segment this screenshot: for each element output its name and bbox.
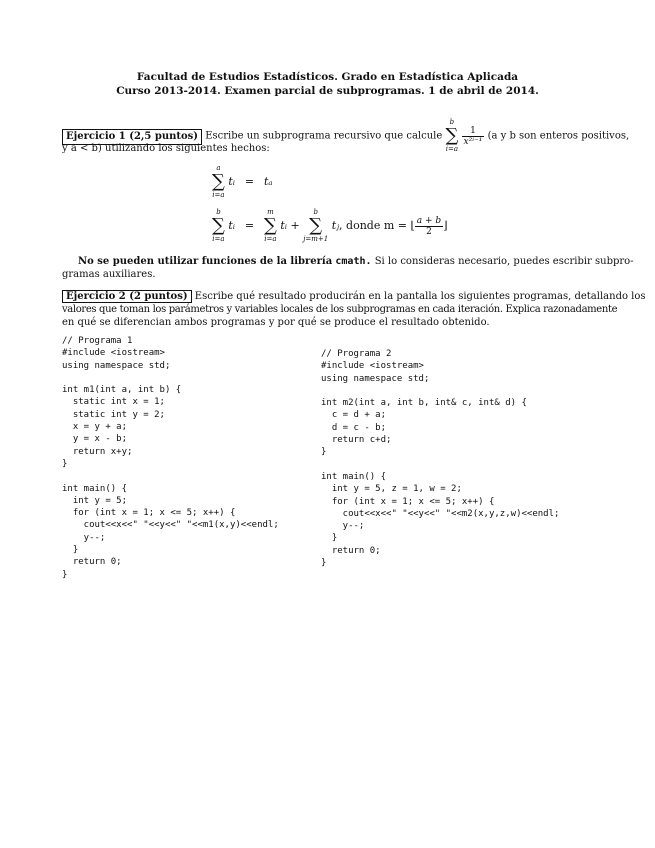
note-rest-2: gramas auxiliares. (62, 269, 156, 280)
exercise-2-line-1: Escribe qué resultado producirán en la pantalla los siguientes programas, detallando los (194, 291, 646, 302)
fraction-denominator: x²ⁱ⁻¹ (463, 136, 483, 147)
sum-symbol (445, 118, 458, 154)
fact-2-plus: + (290, 219, 300, 232)
floor-close: ⌋ (443, 219, 448, 232)
note-bold: No se pueden utilizar funciones de la librería (78, 256, 333, 267)
fact-2 (212, 208, 447, 244)
sigma-icon: ∑ (264, 215, 277, 236)
fact-1-result: tₐ (264, 175, 273, 188)
exercise-2-statement (62, 290, 646, 303)
fact-2-term-mid: tᵢ (280, 219, 287, 232)
fact-1-upper: a (216, 164, 221, 172)
fact-2-term-left: tᵢ (228, 219, 235, 232)
sigma-icon: ∑ (212, 171, 225, 192)
exercise-1-note (78, 256, 634, 267)
exercise-2-title: Ejercicio 2 (2 puntos) (62, 290, 192, 303)
exercise-2-line-3: en qué se diferencian ambos programas y por qué se produce el resultado obtenido. (62, 317, 490, 328)
fact-2-mid-upper: m (267, 208, 274, 216)
note-rest-1: Si lo consideras necesario, puedes escribir subpro- (374, 256, 634, 267)
exercise-2-line-2: valores que toman los parámetros y variables locales de los subprogramas en cada iteración. Explica razonadamente (62, 304, 618, 315)
fact-1-equals: = (244, 175, 255, 188)
m-fraction-denominator: 2 (426, 226, 432, 237)
header-line-1: Facultad de Estudios Estadísticos. Grado en Estadística Aplicada (136, 71, 519, 83)
header-line-2: Curso 2013-2014. Examen parcial de subprogramas. 1 de abril de 2014. (116, 85, 539, 97)
program-1-code: // Programa 1 #include <iostream> using namespace std; int m1(int a, int b) { static int x = 1; static int y = 2; x = y + a; y = x - b; return x+y; } int main() { int y = 5; for (int x = 1; x <= 5; x++) { cout<<x<<" "<<y<<" "<<m1(x,y)<<endl; y--; } return 0; } (62, 336, 279, 580)
fact-1-lower: i=a (212, 191, 225, 199)
fact-2-term-right: tⱼ (331, 219, 340, 232)
fact-2-equals: = (244, 219, 255, 232)
exercise-1-text-a: Escribe un subprograma recursivo que calcule (205, 130, 443, 142)
exercise-1-text-b: (a y b son enteros positivos, (487, 130, 630, 142)
fact-1-sum (212, 164, 225, 200)
fact-2-left-lower: i=a (212, 235, 225, 243)
exercise-1-title: Ejercicio 1 (2,5 puntos) (62, 129, 202, 145)
sum-lower: i=a (445, 145, 459, 153)
sigma-icon: ∑ (212, 215, 225, 236)
exercise-1-text-c: y a < b) utilizando los siguientes hechos: (62, 143, 270, 154)
program-2-code: // Programa 2 #include <iostream> using namespace std; int m2(int a, int b, int& c, int& d) { c = d + a; d = c - b; return c+d; } int main() { int y = 5, z = 1, w = 2; for (int x = 1; x <= 5; x++) { cout<<x<<" "<<y<<" "<<m2(x,y,z,w)<<endl; y--; } return 0; } (321, 349, 560, 569)
fact-2-right-upper: b (313, 208, 318, 216)
fraction-numerator: 1 (462, 126, 485, 137)
summand-fraction (462, 126, 485, 147)
sigma-icon: ∑ (445, 125, 459, 146)
fact-2-right-lower: j=m+1 (303, 235, 329, 243)
fact-2-sum-mid (264, 208, 277, 244)
note-library: cmath. (335, 256, 372, 267)
fact-1-term: tᵢ (228, 175, 235, 188)
sum-upper: b (449, 118, 455, 126)
exam-header (0, 70, 655, 98)
m-fraction-numerator: a + b (416, 215, 442, 226)
m-fraction (415, 216, 443, 237)
fact-2-sum-right (303, 208, 328, 244)
fact-2-left-upper: b (216, 208, 221, 216)
fact-2-mid-lower: i=a (264, 235, 277, 243)
fact-2-sum-left (212, 208, 225, 244)
sigma-icon: ∑ (309, 215, 323, 236)
fact-1 (212, 164, 273, 200)
fact-2-donde: , donde m = ⌊ (339, 219, 415, 232)
